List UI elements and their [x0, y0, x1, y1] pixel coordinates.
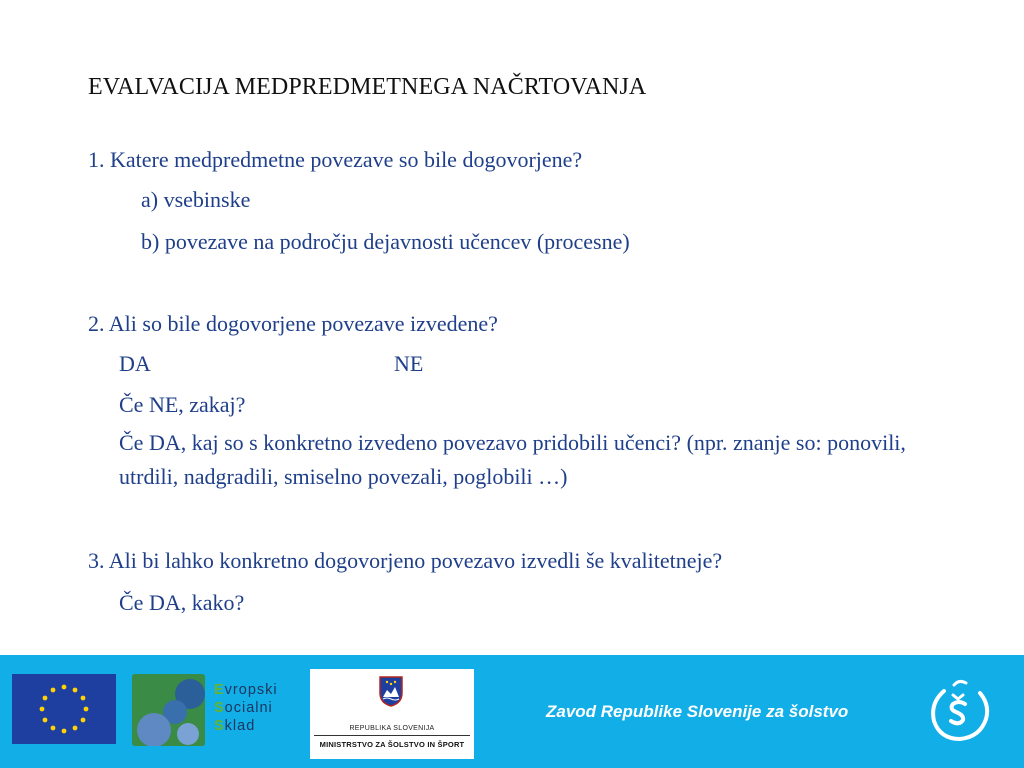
question-1-option-b: b) povezave na področju dejavnosti učencev (procesne)	[141, 229, 630, 254]
question-1-option-a: a) vsebinske	[141, 187, 251, 212]
eu-flag-icon	[12, 674, 116, 744]
esf-line-2: Socialni	[214, 700, 273, 716]
question-2: 2. Ali so bile dogovorjene povezave izvedene?	[88, 311, 498, 336]
esf-logo	[132, 674, 298, 746]
zrss-logo-icon	[926, 677, 992, 745]
ministry-logo	[310, 669, 474, 759]
esf-line-1: Evropski	[214, 682, 278, 698]
ministry-divider	[314, 735, 470, 736]
question-3: 3. Ali bi lahko konkretno dogovorjeno povezavo izvedli še kvalitetneje?	[88, 548, 723, 573]
esf-line-3: Sklad	[214, 718, 256, 734]
ministry-country: REPUBLIKA SLOVENIJA	[349, 725, 435, 732]
question-3-if-yes: Če DA, kako?	[119, 590, 245, 615]
footer-bar	[0, 655, 1024, 768]
ministry-name: MINISTRSTVO ZA ŠOLSTVO IN ŠPORT	[319, 740, 465, 749]
answer-yes: DA	[119, 351, 151, 376]
question-2-if-yes: Če DA, kaj so s konkretno izvedeno povezavo pridobili učenci? (npr. znanje so: ponovili, utrdili, nadgradili, smiselno povezali, poglobili …)	[119, 430, 906, 489]
slide-title: EVALVACIJA MEDPREDMETNEGA NAČRTOVANJA	[88, 74, 647, 100]
question-1: 1. Katere medpredmetne povezave so bile dogovorjene?	[88, 147, 583, 172]
coat-of-arms-icon	[378, 675, 404, 707]
question-2-if-no: Če NE, zakaj?	[119, 392, 246, 417]
institute-name: Zavod Republike Slovenije za šolstvo	[546, 702, 849, 721]
esf-logo-icon	[132, 674, 205, 746]
answer-no: NE	[394, 351, 424, 376]
